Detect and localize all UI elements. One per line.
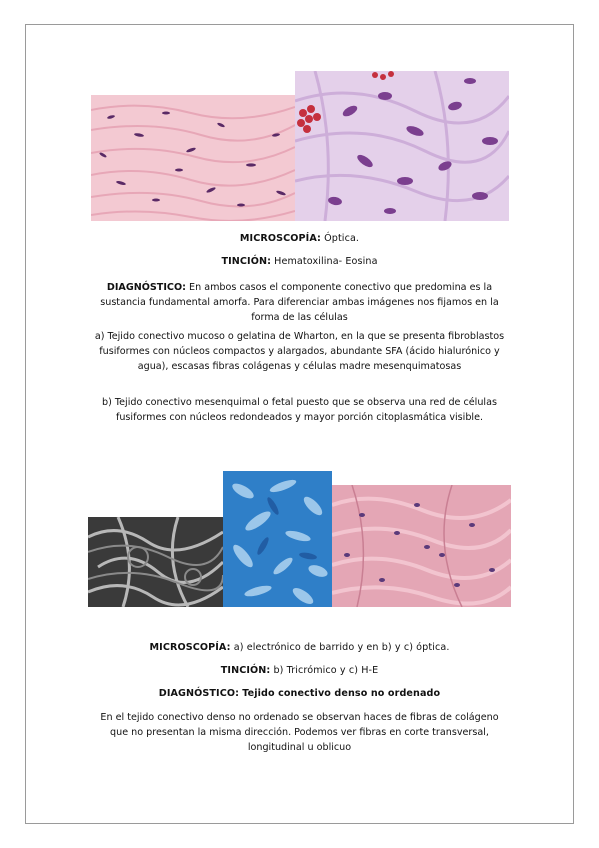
s1-item-b: b) Tejido conectivo mesenquimal o fetal puesto que se observa una red de células fusiformes con núcleos redondeados y mayor porción citoplasmática visible. bbox=[102, 397, 497, 423]
micrograph-trichrome bbox=[223, 471, 332, 607]
s2-tincion-label: TINCIÓN: bbox=[220, 665, 271, 676]
s2-body-paragraph: En el tejido conectivo denso no ordenado se observan haces de fibras de colágeno que no presentan la misma dirección. Podemos ver fibras en corte transversal, longitudinal u oblicuo bbox=[100, 712, 499, 753]
s1-microscopia-value: Óptica. bbox=[324, 233, 360, 244]
s2-diagnostico-label: DIAGNÓSTICO: bbox=[158, 688, 240, 699]
s2-microscopia-value: a) electrónico de barrido y en b) y c) óptica. bbox=[233, 642, 450, 653]
s1-diagnostico-label: DIAGNÓSTICO: bbox=[106, 282, 186, 293]
s1-microscopia-label: MICROSCOPÍA: bbox=[239, 233, 321, 244]
s1-tincion-label: TINCIÓN: bbox=[221, 256, 272, 267]
s2-microscopia-label: MICROSCOPÍA: bbox=[149, 642, 231, 653]
s1-microscopia-line bbox=[0, 231, 599, 246]
micrograph-mesenchymal-tissue bbox=[295, 71, 509, 221]
s1-diagnostico-text: En ambos casos el componente conectivo que predomina es la sustancia fundamental amorfa. Para diferenciar ambas imágenes nos fijamos en la forma de las células bbox=[100, 282, 499, 323]
s2-tincion-value: b) Tricrómico y c) H-E bbox=[273, 665, 379, 676]
s1-diagnostico-paragraph bbox=[88, 280, 511, 325]
s2-tincion-line bbox=[0, 663, 599, 678]
micrograph-he-dense bbox=[332, 485, 511, 607]
s2-microscopia-line bbox=[0, 640, 599, 655]
micrograph-mucous-tissue bbox=[91, 95, 295, 221]
s1-tincion-line bbox=[0, 254, 599, 269]
s2-diagnostico-line bbox=[0, 686, 599, 701]
micrograph-sem bbox=[88, 517, 223, 607]
s1-item-a: a) Tejido conectivo mucoso o gelatina de Wharton, en la que se presenta fibroblastos fusiformes con núcleos compactos y alargados, abundante SFA (ácido hialurónico y agua), escasas fibras colágenas y células madre mesenquimatosas bbox=[94, 331, 505, 372]
s2-diagnostico-value: Tejido conectivo denso no ordenado bbox=[242, 688, 441, 699]
s1-tincion-value: Hematoxilina- Eosina bbox=[274, 256, 378, 267]
